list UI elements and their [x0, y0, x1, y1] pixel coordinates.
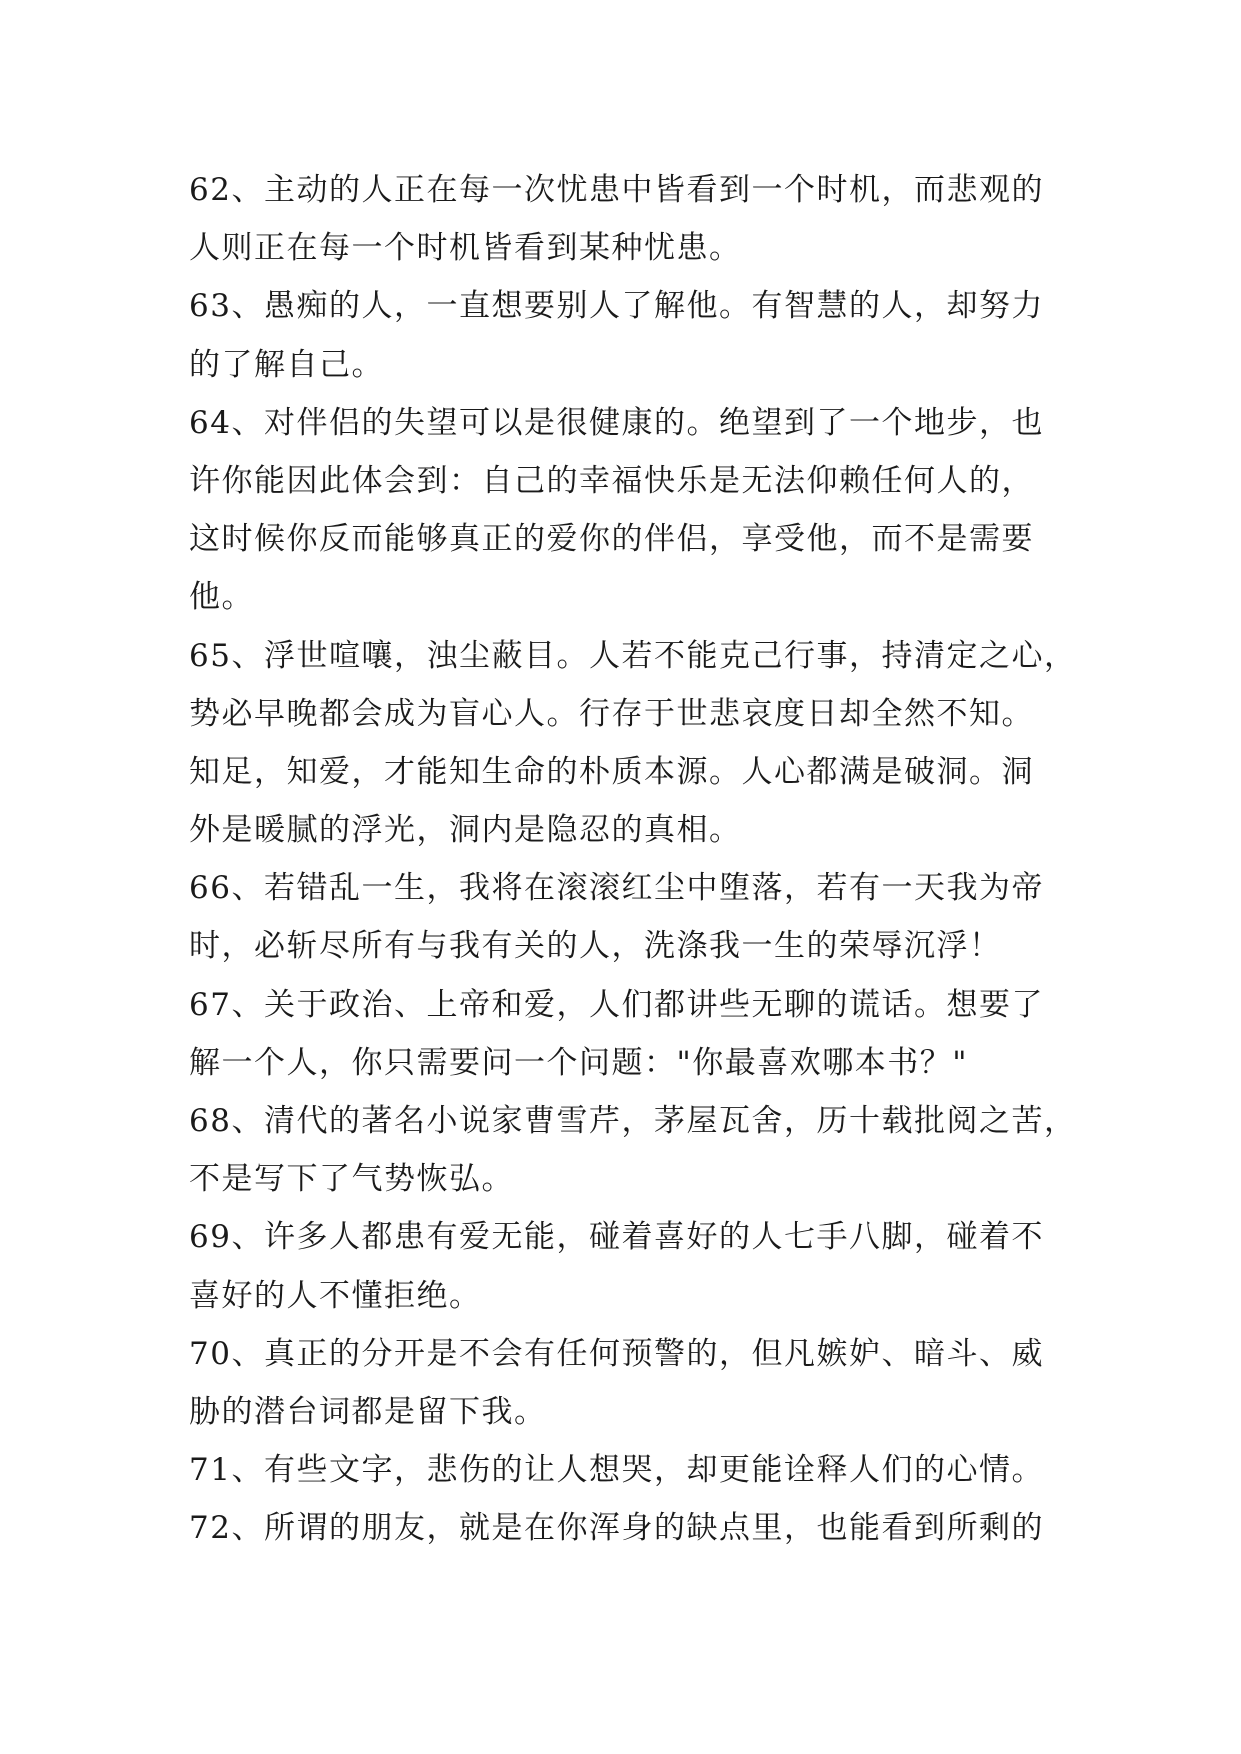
text-line: 喜好的人不懂拒绝。	[189, 1277, 482, 1314]
text-line: 66、若错乱一生，我将在滚滚红尘中堕落，若有一天我为帝	[189, 870, 1044, 907]
text-line: 解一个人，你只需要问一个问题："你最喜欢哪本书？"	[189, 1044, 969, 1081]
text-line: 68、清代的著名小说家曹雪芹，茅屋瓦舍，历十载批阅之苦，	[189, 1103, 1077, 1139]
text-line: 外是暖腻的浮光，洞内是隐忍的真相。	[189, 812, 742, 849]
text-line: 人则正在每一个时机皆看到某种忧患。	[189, 230, 742, 267]
document-body	[189, 161, 1077, 1558]
text-line: 69、许多人都患有爱无能，碰着喜好的人七手八脚，碰着不	[189, 1219, 1044, 1256]
text-line: 70、真正的分开是不会有任何预警的，但凡嫉妒、暗斗、威	[189, 1335, 1044, 1372]
text-line: 63、愚痴的人，一直想要别人了解他。有智慧的人，却努力	[189, 288, 1044, 325]
text-line: 72、所谓的朋友，就是在你浑身的缺点里，也能看到所剩的	[189, 1510, 1044, 1547]
text-line: 不是写下了气势恢弘。	[189, 1161, 514, 1198]
text-line: 的了解自己。	[189, 346, 384, 383]
text-line: 知足，知爱，才能知生命的朴质本源。人心都满是破洞。洞	[189, 753, 1034, 790]
text-line: 67、关于政治、上帝和爱，人们都讲些无聊的谎话。想要了	[189, 986, 1044, 1023]
text-line: 时，必斩尽所有与我有关的人，洗涤我一生的荣辱沉浮！	[189, 928, 1002, 965]
text-line: 71、有些文字，悲伤的让人想哭，却更能诠释人们的心情。	[189, 1452, 1044, 1489]
text-line: 许你能因此体会到：自己的幸福快乐是无法仰赖任何人的，	[189, 462, 1034, 499]
text-line: 胁的潜台词都是留下我。	[189, 1393, 547, 1430]
text-line: 64、对伴侣的失望可以是很健康的。绝望到了一个地步，也	[189, 404, 1044, 441]
text-line: 势必早晚都会成为盲心人。行存于世悲哀度日却全然不知。	[189, 695, 1034, 732]
text-line: 他。	[189, 579, 254, 616]
text-line: 65、浮世喧嚷，浊尘蔽目。人若不能克己行事，持清定之心，	[189, 637, 1077, 674]
text-line: 这时候你反而能够真正的爱你的伴侣，享受他，而不是需要	[189, 521, 1034, 558]
text-line: 62、主动的人正在每一次忧患中皆看到一个时机，而悲观的	[189, 172, 1044, 208]
